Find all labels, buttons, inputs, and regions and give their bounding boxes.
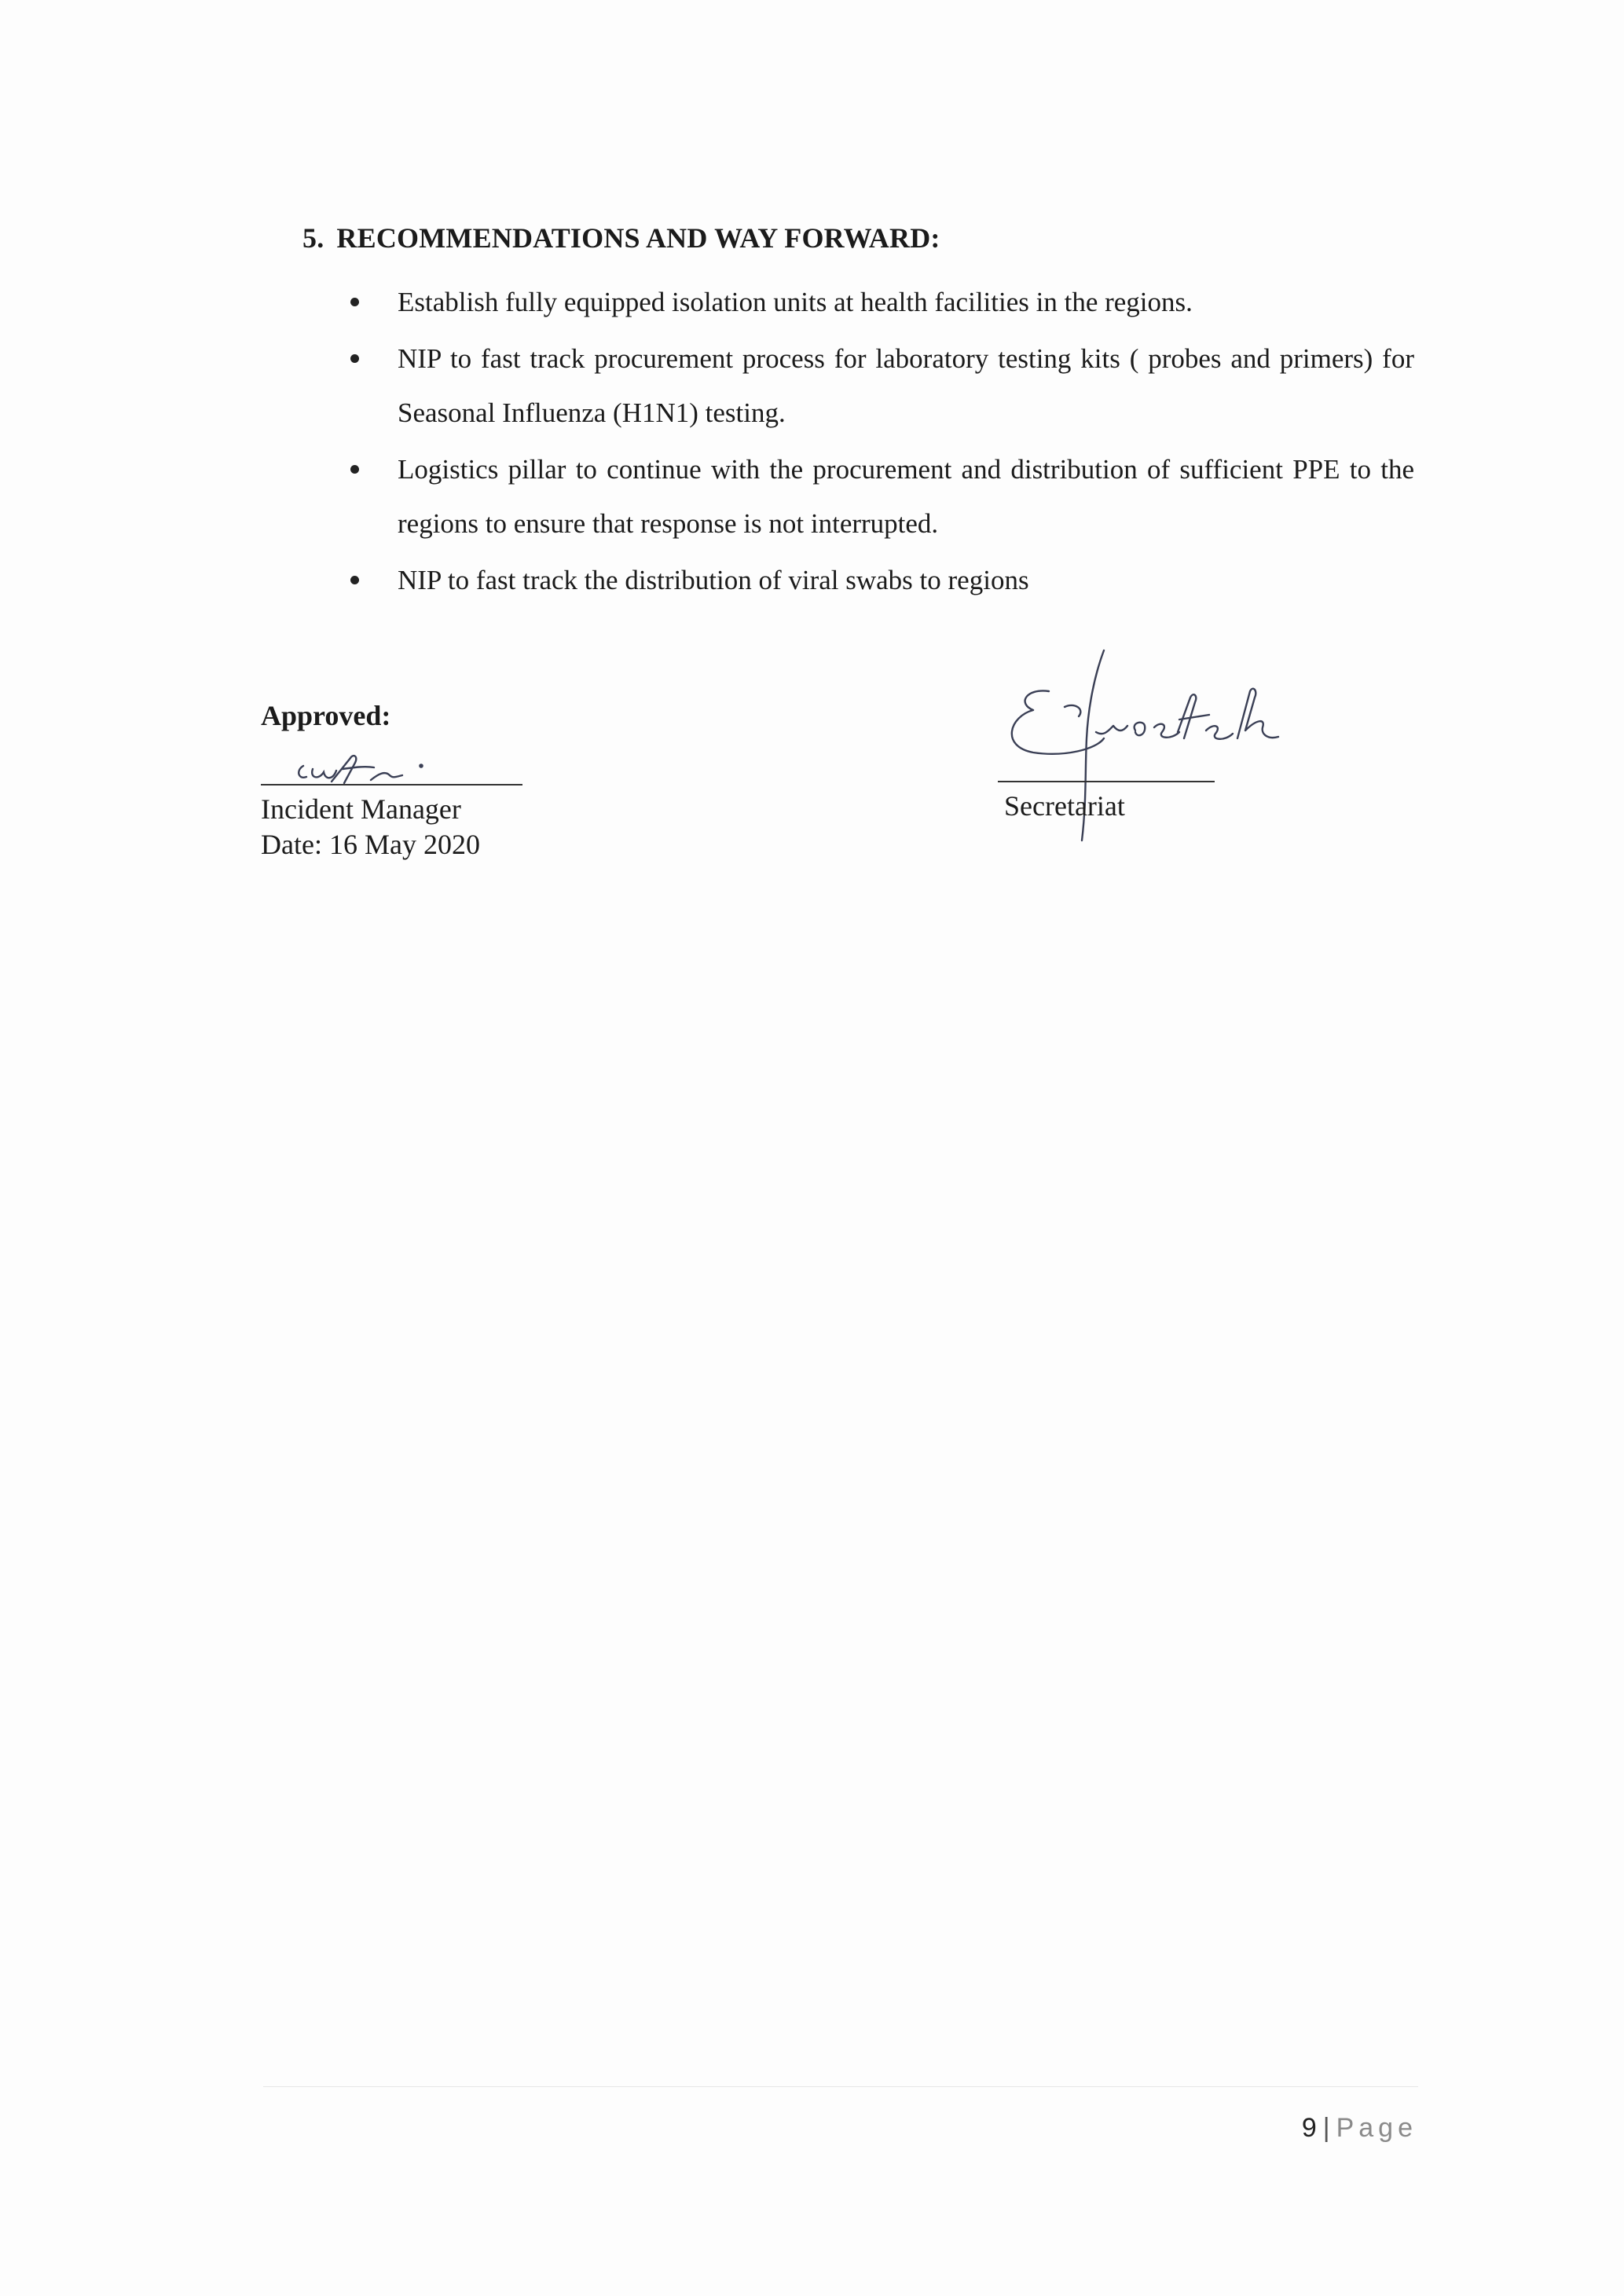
page-number-separator: | xyxy=(1322,2113,1330,2143)
page-number xyxy=(1302,2113,1417,2144)
bullet-icon xyxy=(350,354,359,363)
bullet-icon xyxy=(350,298,359,306)
list-item: Establish fully equipped isolation units at health facilities in the regions. xyxy=(346,275,1414,329)
page-number-value: 9 xyxy=(1301,2113,1317,2143)
list-item: Logistics pillar to continue with the procurement and distribution of sufficient PPE to the regions to ensure that response is not interrupted. xyxy=(346,442,1414,551)
bullet-icon xyxy=(350,465,359,474)
footer-divider xyxy=(263,2086,1418,2087)
page-word: Page xyxy=(1336,2113,1417,2143)
incident-manager-label: Incident Manager xyxy=(261,793,461,825)
approval-date: Date: 16 May 2020 xyxy=(261,829,480,860)
bullet-icon xyxy=(350,576,359,584)
signature-line xyxy=(261,784,522,785)
approved-label: Approved: xyxy=(261,700,391,731)
secretariat-label: Secretariat xyxy=(1004,790,1125,822)
section-heading xyxy=(302,222,940,255)
signature-line xyxy=(998,781,1215,782)
section-title: RECOMMENDATIONS AND WAY FORWARD: xyxy=(336,222,940,254)
section-number: 5. xyxy=(302,222,324,254)
incident-manager-signature xyxy=(292,734,497,797)
list-item: NIP to fast track procurement process for laboratory testing kits ( probes and primers) for Seasonal Influenza (H1N1) testing. xyxy=(346,331,1414,440)
list-item: NIP to fast track the distribution of viral swabs to regions xyxy=(346,553,1414,607)
recommendations-list xyxy=(346,275,1414,610)
